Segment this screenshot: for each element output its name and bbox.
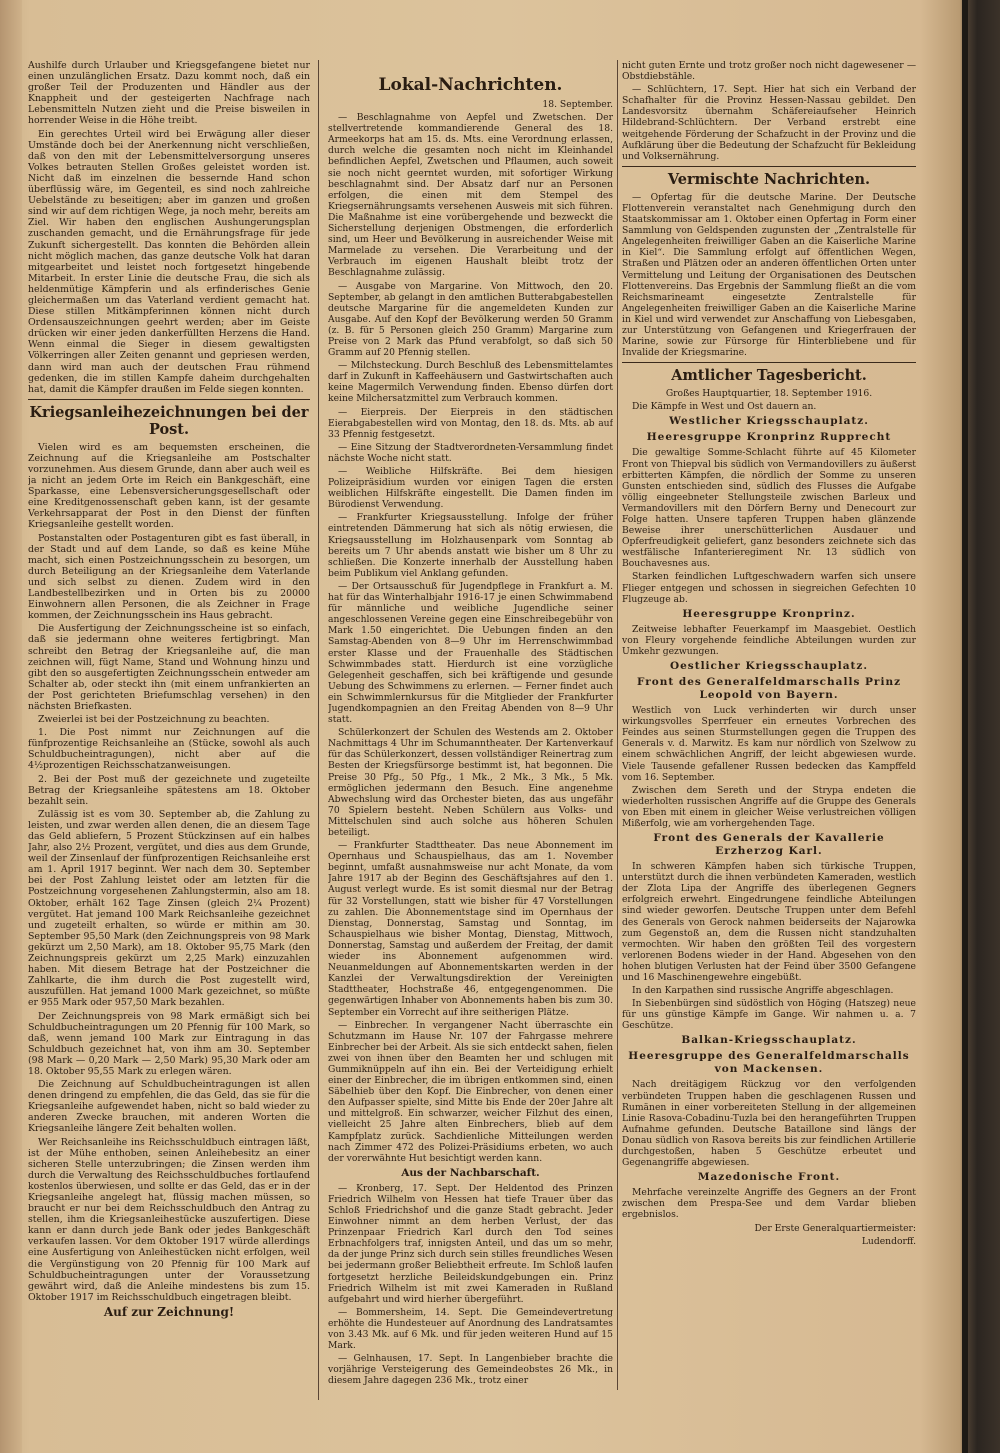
paragraph: 1. Die Post nimmt nur Zeichnungen auf die fünfprozentige Reichsanleihe an (Stücke, sowohl als auch Schuldbucheintragungen), nicht aber auf die 4½prozentigen Reichsschatzanweisungen. [28, 727, 310, 772]
left-page-edge [0, 0, 22, 1453]
paragraph: Die Zeichnung auf Schuldbucheintragungen ist allen denen dringend zu empfehlen, die das Geld, das sie für die Kriegsanleihe aufgewendet haben, nicht so bald wieder zu anderen Zwecke brauchen, mit anderen Worten die Kriegsanleihe längere Zeit behalten wollen. [28, 1079, 310, 1135]
report-subheading: Westlicher Kriegsschauplatz. [669, 415, 869, 428]
paragraph: Die Ausfertigung der Zeichnungsscheine ist so einfach, daß sie jedermann ohne weiteres fertigbringt. Man schreibt den Betrag der Kriegsanleihe auf, die man zeichnen will, fügt Name, Stand und Wohnung hinzu und gibt den so ausgefertigten Zeichnungsschein entweder am Schalter ab, oder steckt ihn (mit einem unfrankierten an der Post gerichteten Briefumschlag versehen) in den nächsten Briefkasten. [28, 623, 310, 712]
divider [28, 399, 310, 400]
report-subheading: Heeresgruppe des Generalfeldmarschalls von Mackensen. [628, 1050, 910, 1076]
paragraph: Wer Reichsanleihe ins Reichsschuldbuch eintragen läßt, ist der Mühe enthoben, seinen Anleihebesitz an einer sicheren Stelle unterzubringen; die Zinsen werden ihm durch die Verwaltung des Reichsschuldbuches fortlaufend kostenlos überwiesen, und sollte er das Geld, das er in der Kriegsanleihe angelegt hat, flüssig machen müssen, so braucht er nur bei dem Reichsschuldbuch den Antrag zu stellen, ihm die Kriegsanleihestücke auszufertigen. Diese kann er dann durch jede Bank oder jedes Bankgeschäft verkaufen lassen. Vor dem Oktober 1917 würde allerdings eine Ausfertigung von Anleihestücken nicht erfolgen, weil die Vergünstigung von 20 Pfennig für 100 Mark auf Schuldbucheintragungen unter der Voraussetzung gewährt wird, daß die Anleihe mindestens bis zum 15. Oktober 1917 im Reichsschuldbuch eingetragen bleibt. [28, 1136, 310, 1303]
divider [622, 362, 916, 363]
article-heading: Kriegsanleihezeichnungen bei der Post. [29, 403, 309, 438]
column-1 [28, 60, 310, 1390]
report-text: In Siebenbürgen sind südöstlich von Höging (Hatszeg) neue für uns günstige Kämpfe im Gange. Wir nahmen u. a. 7 Geschütze. [622, 998, 916, 1032]
news-item: — Opfertag für die deutsche Marine. Der Deutsche Flottenverein veranstaltet nach Genehmigung durch den Staatskommissar am 1. Oktober einen Opfertag in Form einer Sammlung von Geldspenden zugunsten der „Zentralstelle für Angelegenheiten freiwilliger Gaben an die Kaiserliche Marine in Kiel“. Die Sammlung erfolgt auf öffentlichen Wegen, Straßen und Plätzen oder an anderen öffentlichen Orten unter Vermittelung und Leitung der Organisationen des Deutschen Flottenvereins. Das Ergebnis der Sammlung fließt an die vom Reichsmarineamt eingesetzte Zentralstelle für Angelegenheiten freiwilliger Gaben an die Kaiserliche Marine in Kiel und wird verwendet zur Anschaffung von Liebesgaben, zur Unterstützung von Gefangenen und Kriegerfrauen der Marine, sowie zur Fürsorge für Hinterbliebene und für Invalide der Kriegsmarine. [622, 191, 916, 359]
paragraph: Ein gerechtes Urteil wird bei Erwägung aller dieser Umstände doch bei der Anerkennung nicht verschließen, daß von den mit der Lebensmittelversorgung unseres Volkes betrauten Stellen Großes geleistet worden ist. Nicht daß im einzelnen die bessernde Hand schon überflüssig wäre, im Gegenteil, es sind noch zahlreiche Uebelstände zu beseitigen; aber im ganzen und großen sind wir auf dem richtigen Wege, ja noch mehr, bereits am Ziel. Wir haben den englischen Aushungerungsplan zuschanden gemacht, und die Ernährungsfrage für jede Zukunft sichergestellt. Das konnten die Behörden allein nicht möglich machen, das ganze deutsche Volk hat daran mitgearbeitet und leistet noch fortgesetzt hingebende Mitarbeit. In erster Linie die deutsche Frau, die sich als heldenmütige Kämpferin und als erfinderisches Genie gleichermaßen um das Vaterland verdient gemacht hat. Diese stillen Mitkämpferinnen können nicht durch Ordensauszeichnungen geehrt werden; aber im Geiste drücken wir einer jeden dankerfüllten Herzens die Hand. Wenn einmal die Sieger in diesem gewaltigsten Völkerringen aller Zeiten genannt und gepriesen werden, dann wird man auch der deutschen Frau rühmend gedenken, die im stillen Kampfe daheim durchgehalten hat, damit die Kämpfer draußen im Felde siegen konnten. [28, 128, 310, 395]
section-heading-lokal: Lokal-Nachrichten. [378, 75, 563, 95]
paragraph: Aushilfe durch Urlauber und Kriegsgefangene bietet nur einen unzulänglichen Ersatz. Dazu kommt noch, daß ein großer Teil der Produzenten und Händler aus der Knappheit und der gesteigerten Nachfrage nach Lebensmitteln Nutzen zieht und die Preise bisweilen in horrender Weise in die Höhe treibt. [28, 60, 310, 127]
news-item: — Beschlagnahme von Aepfel und Zwetschen. Der stellvertretende kommandierende General des 18. Armeekorps hat am 15. ds. Mts. eine Verordnung erlassen, durch welche die gesamten noch nicht im Kleinhandel befindlichen Aepfel, Zwetschen und Pflaumen, auch soweit sie noch nicht geerntet wurden, mit sofortiger Wirkung beschlagnahmt sind. Der Absatz darf nur an Personen erfolgen, die einen mit dem Stempel des Kriegsernährungsamts versehenen Ausweis mit sich führen. Die Maßnahme ist eine vorübergehende und bezweckt die Sicherstellung derjenigen Obstmengen, die erforderlich sind, um Heer und Bevölkerung in ausreichender Weise mit Marmelade zu versehen. Die Verarbeitung und der Verbrauch im eigenen Haushalt bleibt trotz der Beschlagnahme zulässig. [328, 112, 613, 279]
report-text: In den Karpathen sind russische Angriffe abgeschlagen. [632, 985, 894, 997]
report-text: Starken feindlichen Luftgeschwadern warfen sich unsere Flieger entgegen und schossen in siegreichen Gefechten 10 Flugzeuge ab. [622, 571, 916, 605]
report-subheading: Heeresgruppe Kronprinz Rupprecht [646, 431, 892, 444]
subheading-nachbarschaft: Aus der Nachbarschaft. [401, 1166, 540, 1179]
news-item: — Frankfurter Kriegsausstellung. Infolge der früher eintretenden Dämmerung hat sich als nötig erwiesen, die Kriegsausstellung im Holzhausenpark vom Sonntag ab bereits um 7 Uhr abends anstatt wie bisher um 8 Uhr zu schließen. Die Konzerte innerhalb der Ausstellung haben beim Publikum viel Anklang gefunden. [328, 512, 613, 579]
news-item: — Milchsteckung. Durch Beschluß des Lebensmittelamtes darf in Zukunft in Kaffeehäusern und Gastwirtschaften auch keine Magermilch Verwendung finden. Ebenso dürfen dort keine Milchersatzmittel zum Verbrauch kommen. [328, 360, 613, 405]
signature-title: Der Erste Generalquartiermeister: [754, 1222, 916, 1234]
report-dateline: Großes Hauptquartier, 18. September 1916. [665, 388, 873, 400]
column-divider-2 [617, 60, 618, 1390]
paragraph: Zweierlei ist bei der Postzeichnung zu beachten. [38, 714, 270, 726]
report-subheading: Front des Generals der Kavallerie Erzherzog Karl. [653, 832, 885, 858]
report-text: Die Kämpfe in West und Ost dauern an. [632, 401, 817, 413]
news-item: — Schlüchtern, 17. Sept. Hier hat sich ein Verband der Schafhalter für die Provinz Hessen-Nassau gebildet. Den Landesvorsitz übernahm Schäfereiaufseher Heinrich Hildebrand-Schlüchtern. Der Verband erstrebt eine weitgehende Förderung der Schafzucht in der Provinz und die Aufklärung über die Bedeutung der Schafzucht für Bekleidung und Volksernährung. [622, 84, 916, 162]
news-item: — Weibliche Hilfskräfte. Bei dem hiesigen Polizeipräsidium wurden vor einigen Tagen die ersten weiblichen Hilfskräfte eingestellt. Die Damen finden im Bürodienst Verwendung. [328, 466, 613, 511]
dateline: 18. September. [542, 99, 613, 110]
report-text: Mehrfache vereinzelte Angriffe des Gegners an der Front zwischen dem Prespa-See und dem Vardar blieben ergebnislos. [622, 1187, 916, 1221]
news-item: — Eine Sitzung der Stadtverordneten-Versammlung findet nächste Woche nicht statt. [328, 441, 613, 464]
news-item: — Eierpreis. Der Eierpreis in den städtischen Eierabgabestellen wird von Montag, den 18. ds. Mts. ab auf 33 Pfennig festgesetzt. [328, 406, 613, 440]
report-subheading: Mazedonische Front. [697, 1171, 841, 1184]
paragraph: Zulässig ist es vom 30. September ab, die Zahlung zu leisten, und zwar werden allen denen, die an diesem Tage das Geld abliefern, 5 Prozent Stückzinsen auf ein halbes Jahr, also 2½ Prozent, vergütet, und dies aus dem Grunde, weil der Zinsenlauf der fünfprozentigen Reichsanleihe erst am 1. April 1917 beginnt. Wer nach dem 30. September bei der Post Zahlung leistet oder am letzten für die Postzeichnung vorgesehenen Zahlungstermin, also am 18. Oktober, erhält 162 Tage Zinsen (gleich 2¼ Prozent) vergütet. Hat jemand 100 Mark Reichsanleihe gezeichnet und zugeteilt erhalten, so würde er mithin am 30. September 95,50 Mark (den Zeichnungspreis von 98 Mark gekürzt um 2,50 Mark), am 18. Oktober 95,75 Mark (den Zeichnungspreis gekürzt um 2,25 Mark) einzuzahlen haben. Mit diesem Betrage hat der Postzeichner die Zahlkarte, die ihm durch die Post zugestellt wird, auszufüllen. Hat jemand 1000 Mark gezeichnet, so müßte er 955 Mark oder 957,50 Mark bezahlen. [28, 808, 310, 1009]
report-subheading: Oestlicher Kriegsschauplatz. [669, 660, 869, 673]
gutter-shadow [962, 0, 968, 1453]
section-heading-tagesbericht: Amtlicher Tagesbericht. [671, 367, 867, 385]
report-subheading: Balkan-Kriegsschauplatz. [681, 1034, 857, 1047]
paragraph: 2. Bei der Post muß der gezeichnete und zugeteilte Betrag der Kriegsanleihe spätestens am 18. Oktober bezahlt sein. [28, 773, 310, 807]
column-divider-1 [318, 60, 319, 1400]
report-text: In schweren Kämpfen haben sich türkische Truppen, unterstützt durch die ihnen verbündeten Kameraden, westlich der Zlota Lipa der Angriffe des überlegenen Gegners erfolgreich erwehrt. Eingedrungene feindliche Abteilungen sind wieder geworfen. Deutsche Truppen unter dem Befehl des Generals von Gerock nahmen beiderseits der Najarowka zum Gegenstoß an, dem die Russen nicht standzuhalten vermochten. Wir haben den größten Teil des vorgestern verlorenen Bodens wieder in der Hand. Abgesehen von den hohen blutigen Verlusten hat der Feind über 3500 Gefangene und 16 Maschinengewehre eingebüßt. [622, 861, 916, 983]
report-text: Die gewaltige Somme-Schlacht führte auf 45 Kilometer Front von Thiepval bis südlich von Vermandovillers zu äußerst erbitterten Kämpfen, die nördlich der Somme zu unseren Gunsten entschieden sind, südlich des Flusses die Aufgabe völlig eingeebneter Stellungsteile zwischen Barleux und Vermandovillers mit den Dörfern Berny und Denecourt zur Folge hatten. Unsere tapferen Truppen haben glänzende Beweise ihrer unerschütterlichen Ausdauer und Opferfreudigkeit geliefert, ganz besonders zeichnete sich das westfälische Infanterieregiment Nr. 13 südlich von Bouchavesnes aus. [622, 447, 916, 570]
news-item: — Einbrecher. In vergangener Nacht überraschte ein Schutzmann im Hause Nr. 107 der Fahrgasse mehrere Einbrecher bei der Arbeit. Als sie sich entdeckt sahen, fielen zwei von ihnen über den Beamten her und schlugen mit Gummiknüppeln auf ihn ein. Bei der Verteidigung erhielt einer der Einbrecher, die im übrigen entkommen sind, einen Säbelhieb über den Kopf. Die Einbrecher, von denen einer den Aufpasser spielte, sind Mitte bis Ende der 20er Jahre alt und mittelgroß. Ein schwarzer, weicher Filzhut des einen, vielleicht 25 Jahre alten Einbrechers, blieb auf dem Kampfplatz zurück. Sachdienliche Mitteilungen werden nach Zimmer 472 des Polizei-Präsidiums erbeten, wo auch der vorerwähnte Hut besichtigt werden kann. [328, 1019, 613, 1164]
news-item: — Gelnhausen, 17. Sept. In Langenbieber brachte die vorjährige Versteigerung des Gemeindeobstes 26 Mk., in diesem Jahre dagegen 236 Mk., trotz einer [328, 1353, 613, 1387]
signature-name: Ludendorff. [861, 1235, 916, 1247]
report-text: Westlich von Luck verhinderten wir durch unser wirkungsvolles Sperrfeuer ein erneutes Vorbrechen des Feindes aus seinen Sturmstellungen gegen die Truppen des Generals v. d. Marwitz. Es kam nur nördlich von Szelwow zu einem schwächlichen Angriff, der leicht abgewiesen wurde. Viele Tausende gefallener Russen bedecken das Kampffeld vom 16. September. [622, 705, 916, 783]
divider [622, 166, 916, 167]
paragraph: Vielen wird es am bequemsten erscheinen, die Zeichnung auf die Kriegsanleihe am Postschalter vorzunehmen. Aus diesem Grunde, dann aber auch weil es ja nicht an jedem Orte im Reich ein Bankgeschäft, eine Sparkasse, eine Lebensversicherungsgesellschaft oder eine Kreditgenossenschaft geben kann, ist der gesamte Verkehrsapparat der Post in den Dienst der fünften Kriegsanleihe gestellt worden. [28, 441, 310, 531]
report-subheading: Heeresgruppe Kronprinz. [682, 607, 856, 620]
column-2 [328, 60, 613, 1410]
news-item: — Frankfurter Stadttheater. Das neue Abonnement im Opernhaus und Schauspielhaus, das am 1. November beginnt, umfaßt ausnahmsweise nur acht Monate, da vom Jahre 1917 ab der Beginn des Geschäftsjahres auf den 1. August verlegt wurde. Es ist somit diesmal nur der Betrag für 32 Vorstellungen, statt wie bisher für 47 Vorstellungen zu zahlen. Die Abonnementstage sind im Opernhaus der Dienstag, Donnerstag, Samstag und Sonntag, im Schauspielhaus wie bisher Montag, Dienstag, Mittwoch, Donnerstag, Samstag und außerdem der Freitag, der damit wieder ins Abonnement aufgenommen wird. Neuanmeldungen auf Abonnementskarten werden in der Kanzlei der Verwaltungsdirektion der Vereinigten Stadttheater, Hochstraße 46, entgegengenommen. Die gegenwärtigen Inhaber von Abonnements haben bis zum 30. September ein Vorrecht auf ihre seitherigen Plätze. [328, 840, 613, 1018]
news-item: — Ausgabe von Margarine. Von Mittwoch, den 20. September, ab gelangt in den amtlichen Butterabgabestellen deutsche Margarine für die angemeldeten Kunden zur Ausgabe. Auf den Kopf der Bevölkerung werden 50 Gramm (z. B. für 5 Personen gleich 250 Gramm) Margarine zum Preise von 2 Mark das Pfund verabfolgt, so daß sich 50 Gramm auf 20 Pfennig stellen. [328, 280, 613, 359]
column-3 [622, 60, 916, 1380]
section-heading-vermischte: Vermischte Nachrichten. [667, 170, 871, 188]
news-item: — Kronberg, 17. Sept. Der Heldentod des Prinzen Friedrich Wilhelm von Hessen hat tiefe Trauer über das Schloß Friedrichshof und die ganze Stadt gebracht. Jeder Einwohner nimmt an dem herben Verlust, der das Prinzenpaar Friedrich Karl durch den Tod seines Erbnachfolgers traf, innigsten Anteil, und das um so mehr, da der junge Prinz sich durch sein stilles freundliches Wesen bei jedermann großer Beliebtheit erfreute. Im Schloß laufen fortgesetzt herzliche Beileidskundgebungen ein. Prinz Friedrich Wilhelm ist mit zwei Kameraden in Rußland aufgebahrt und wird hierher übergeführt. [328, 1182, 613, 1305]
paragraph: Der Zeichnungspreis von 98 Mark ermäßigt sich bei Schuldbucheintragungen um 20 Pfennig für 100 Mark, so daß, wenn jemand 100 Mark zur Eintragung in das Schuldbuch gezeichnet hat, von ihm am 30. September (98 Mark — 0,20 Mark — 2,50 Mark) 95,30 Mark oder am 18. Oktober 95,55 Mark zu erlegen wären. [28, 1010, 310, 1077]
closing-slogan: Auf zur Zeichnung! [103, 1304, 235, 1319]
report-subheading: Front des Generalfeldmarschalls Prinz Leopold von Bayern. [636, 676, 902, 702]
news-item: — Bommersheim, 14. Sept. Die Gemeindevertretung erhöhte die Hundesteuer auf Anordnung des Landratsamtes von 3.43 Mk. auf 6 Mk. und für jeden weiteren Hund auf 15 Mark. [328, 1306, 613, 1352]
paragraph: Postanstalten oder Postagenturen gibt es fast überall, in der Stadt und auf dem Lande, so daß es keine Mühe macht, sich einen Postzeichnungsschein zu besorgen, um durch Beteiligung an der Kriegsanleihe dem Vaterlande und sich selbst zu dienen. Zudem wird in den Landbestellbezirken und in Orten bis zu 20000 Einwohnern allen Personen, die als Zeichner in Frage kommen, der Zeichnungsschein ins Haus gebracht. [28, 532, 310, 622]
news-item: Schülerkonzert der Schulen des Westends am 2. Oktober Nachmittags 4 Uhr im Schumanntheater. Der Kartenverkauf für das Schülerkonzert, dessen vollständiger Reinertrag zum Besten der Kriegsfürsorge bestimmt ist, hat begonnen. Die Preise 30 Pfg., 50 Pfg., 1 Mk., 2 Mk., 3 Mk., 5 Mk. ermöglichen jedermann den Besuch. Eine angenehme Abwechslung wird das Orchester bieten, das aus ungefähr 70 Spielern besteht. Neben Schülern aus Volks- und Mittelschulen sind auch solche aus höheren Schulen beteiligt. [328, 727, 613, 838]
news-item: — Der Ortsausschuß für Jugendpflege in Frankfurt a. M. hat für das Winterhalbjahr 1916-17 je einen Schwimmabend für männliche und weibliche Jugendliche seiner angeschlossenen Vereine gegen eine Einschreibegebühr von Mark 1.50 eingerichtet. Die Uebungen finden an den Samstag-Abenden von 8—9 Uhr im Herrenschwimmbad erster Klasse und der Frauenhalle des Städtischen Schwimmbades statt. Hierdurch ist eine vorzügliche Gelegenheit geschaffen, sich bei kräftigende und gesunde Uebung des Schwimmens zu erlernen. — Ferner findet auch ein Schwimmlernkursus für die Mitglieder der Frankfurter Jugendkompagnien an den Freitag Abenden von 8—9 Uhr statt. [328, 580, 613, 726]
report-text: Zeitweise lebhafter Feuerkampf im Maasgebiet. Oestlich von Fleury vorgehende feindliche Abteilungen wurden zur Umkehr gezwungen. [622, 623, 916, 657]
report-text: Zwischen dem Sereth und der Strypa endeten die wiederholten russischen Angriffe auf die Gruppe des Generals von Eben mit einem in gleicher Weise verlustreichen völligen Mißerfolg, wie am vorhergehenden Tage. [622, 784, 916, 829]
report-text: Nach dreitägigem Rückzug vor den verfolgenden verbündeten Truppen haben die geschlagenen Russen und Rumänen in einer vorbereiteten Stellung in der allgemeinen Linie Rasova-Cobadinu-Tuzla bei den herangeführten Truppen Aufnahme gefunden. Deutsche Bataillone sind längs der Donau südlich von Rasova bereits bis zur feindlichen Artillerie durchgestoßen, haben 5 Geschütze erbeutet und Gegenangriffe abgewiesen. [622, 1079, 916, 1169]
news-item: nicht guten Ernte und trotz großer noch nicht dagewesener — Obstdiebstähle. [622, 60, 916, 83]
